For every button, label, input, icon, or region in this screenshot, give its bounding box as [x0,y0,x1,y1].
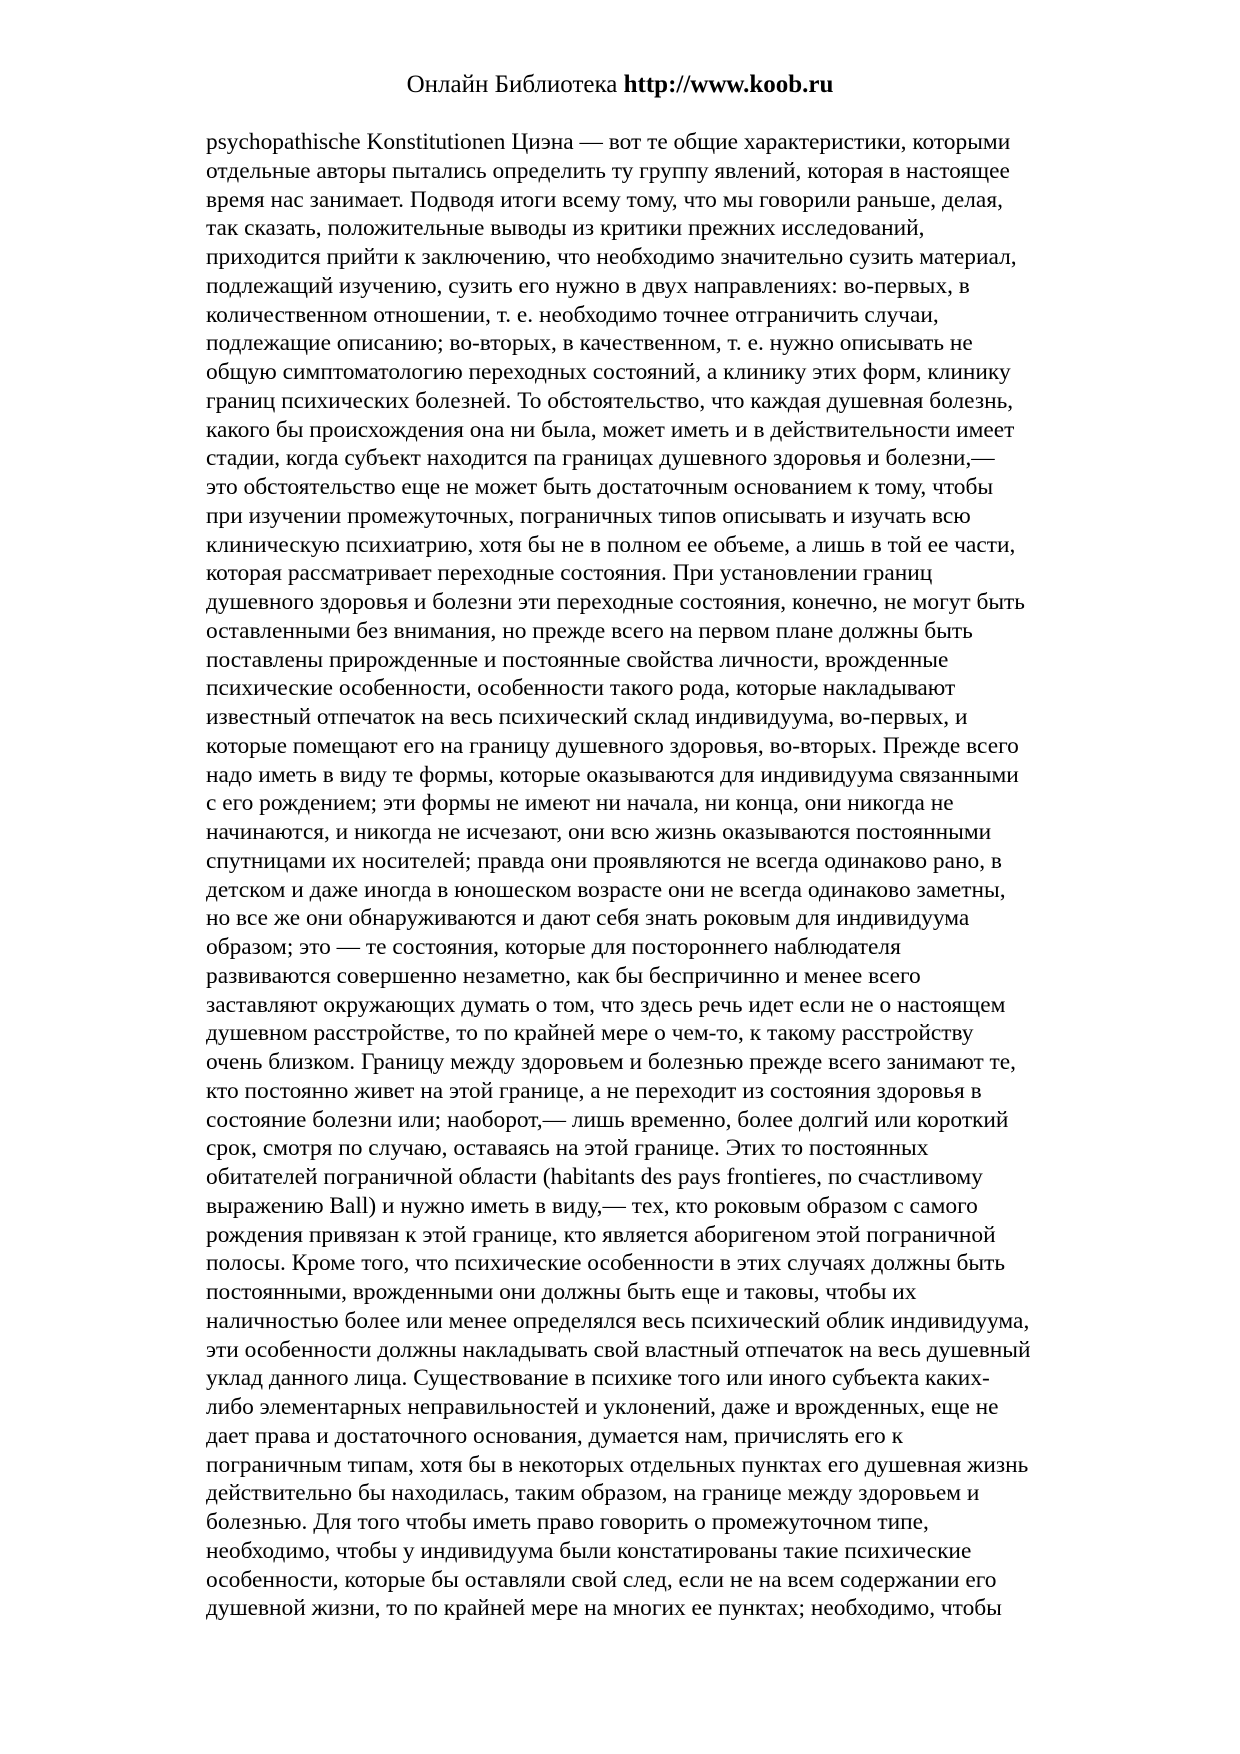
body-text [206,128,1106,1623]
text-line: так сказать, положительные выводы из критики прежних исследований, [206,215,925,242]
library-url-link[interactable]: http://www.koob.ru [623,71,834,98]
text-line: состояние болезни или; наоборот,— лишь временно, более долгий или короткий [206,1106,1009,1133]
text-line: либо элементарных неправильностей и уклонений, даже и врожденных, еще не [206,1394,999,1420]
text-line: клиническую психиатрию, хотя бы не в полном ее объеме, а лишь в той ее части, [206,531,1016,558]
text-line: наличностью более или менее определялся весь психический облик индивидуума, [206,1307,1030,1334]
text-line: начинаются, и никогда не исчезают, они всю жизнь оказываются постоянными [206,819,992,845]
text-line: образом; это — те состояния, которые для постороннего наблюдателя [206,934,901,960]
text-line: дает права и достаточного основания, думается нам, причислять его к [206,1422,903,1449]
text-line: количественном отношении, т. е. необходимо точнее отграничить случаи, [206,301,939,328]
text-line: полосы. Кроме того, что психические особенности в этих случаях должны быть [206,1250,1006,1277]
text-line: обитателей пограничной области (habitants des pays frontieres, по счастливому [206,1164,983,1190]
text-line: постоянными, врожденными они должны быть еще и таковы, чтобы их [206,1279,917,1305]
text-line: болезнью. Для того чтобы иметь право говорить о промежуточном типе, [206,1509,929,1535]
text-line: эти особенности должны накладывать свой властный отпечаток на весь душевный [206,1336,1031,1363]
text-line: поставлены прирожденные и постоянные свойства личности, врожденные [206,646,949,673]
text-line: какого бы происхождения она ни была, может иметь и в действительности имеет [206,416,1015,443]
text-line: развиваются совершенно незаметно, как бы беспричинно и менее всего [206,962,921,989]
text-line: с его рождением; эти формы не имеют ни начала, ни конца, они никогда не [206,790,954,817]
text-line: спутницами их носителей; правда они проявляются не всегда одинаково рано, в [206,847,1002,874]
text-line: известный отпечаток на весь психический склад индивидуума, во-первых, и [206,704,968,730]
text-line: заставляют окружающих думать о том, что здесь речь идет если не о настоящем [206,991,1006,1018]
text-line: срок, смотря по случаю, оставаясь на этой границе. Этих то постоянных [206,1135,929,1162]
text-line: при изучении промежуточных, пограничных типов описывать и изучать всю [206,502,971,529]
text-line: кто постоянно живет на этой границе, а не переходит из состояния здоровья в [206,1077,982,1104]
text-line: выражению Ball) и нужно иметь в виду,— тех, кто роковым образом с самого [206,1192,978,1219]
text-line: подлежащий изучению, сузить его нужно в двух направлениях: во-первых, в [206,272,970,299]
text-line: психические особенности, особенности такого рода, которые накладывают [206,675,956,702]
text-line: подлежащие описанию; во-вторых, в качественном, т. е. нужно описывать не [206,330,973,357]
text-line: время нас занимает. Подводя итоги всему тому, что мы говорили раньше, делая, [206,186,1003,213]
text-line: это обстоятельство еще не может быть достаточным основанием к тому, чтобы [206,474,994,500]
text-line: уклад данного лица. Существование в психике того или иного субъекта каких- [206,1365,990,1392]
text-line: отдельные авторы пытались определить ту группу явлений, которая в настоящее [206,157,1010,184]
text-line: приходится прийти к заключению, что необходимо значительно сузить материал, [206,244,1017,270]
text-line: но все же они обнаруживаются и дают себя знать роковым для индивидуума [206,905,970,932]
text-line: детском и даже иногда в юношеском возрасте они не всегда одинаково заметны, [206,876,1006,903]
text-line: которая рассматривает переходные состояния. При установлении границ [206,560,933,587]
text-line: душевном расстройстве, то по крайней мере о чем-то, к такому расстройству [206,1020,974,1047]
text-line: душевного здоровья и болезни эти переходные состояния, конечно, не могут быть [206,589,1025,615]
text-line: очень близком. Границу между здоровьем и болезнью прежде всего занимают те, [206,1049,1017,1075]
page-header [0,70,1240,100]
text-line: особенности, которые бы оставляли свой след, если не на всем содержании его [206,1566,997,1593]
text-line: необходимо, чтобы у индивидуума были констатированы такие психические [206,1537,972,1564]
text-line: стадии, когда субъект находится па границах душевного здоровья и болезни,— [206,445,995,472]
library-label: Онлайн Библиотека [406,71,618,98]
text-line: рождения привязан к этой границе, кто является аборигеном этой пограничной [206,1221,996,1248]
text-line: душевной жизни, то по крайней мере на многих ее пунктах; необходимо, чтобы [206,1595,1002,1622]
text-line: надо иметь в виду те формы, которые оказываются для индивидуума связанными [206,761,1019,788]
text-line: пограничным типам, хотя бы в некоторых отдельных пунктах его душевная жизнь [206,1451,1029,1478]
text-line: общую симптоматологию переходных состояний, а клинику этих форм, клинику [206,359,1011,385]
text-line: psychopathische Konstitutionen Циэна — вот те общие характеристики, которыми [206,129,1011,155]
text-line: которые помещают его на границу душевного здоровья, во-вторых. Прежде всего [206,732,1019,759]
text-line: оставленными без внимания, но прежде всего на первом плане должны быть [206,617,973,644]
text-line: границ психических болезней. То обстоятельство, что каждая душевная болезнь, [206,387,1014,414]
text-line: действительно бы находилась, таким образом, на границе между здоровьем и [206,1480,980,1507]
